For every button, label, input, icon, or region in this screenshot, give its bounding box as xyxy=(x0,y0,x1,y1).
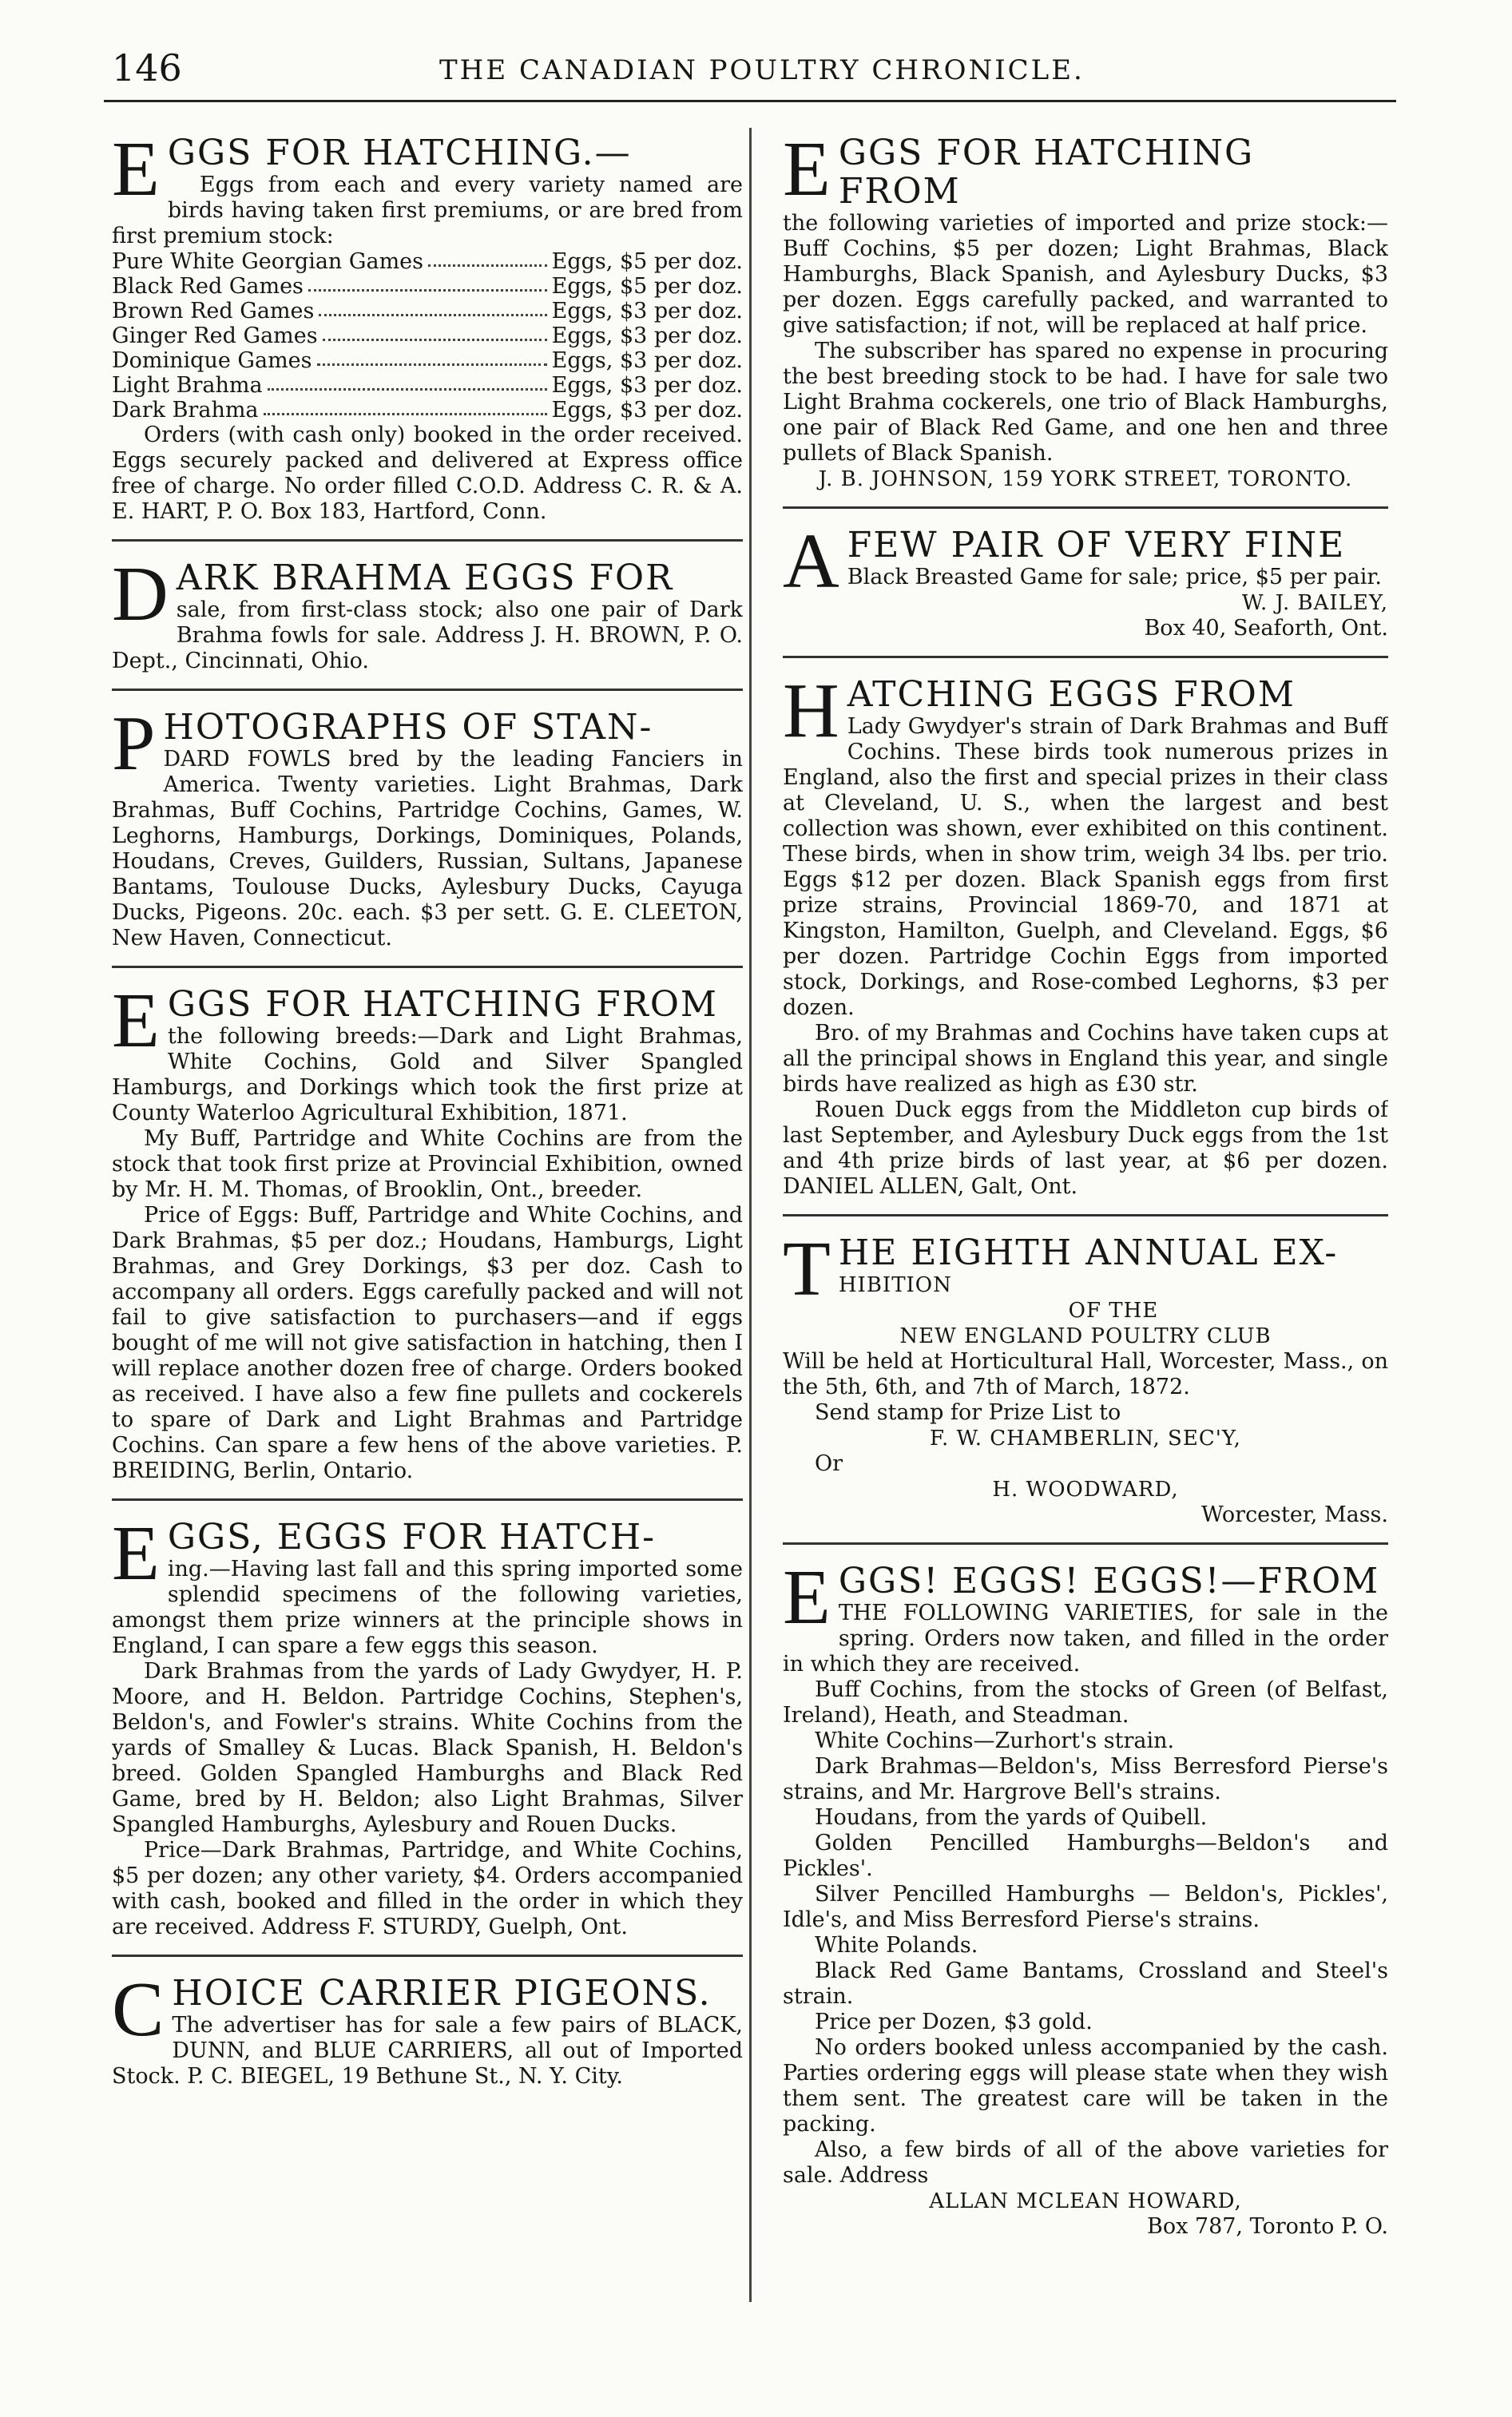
price-row: Dark Brahma Eggs, $3 per doz. xyxy=(112,398,743,423)
club-name: NEW ENGLAND POULTRY CLUB xyxy=(899,1324,1272,1348)
price-row: Brown Red Games Eggs, $3 per doz. xyxy=(112,299,743,323)
left-column xyxy=(112,134,743,2096)
variety-item: No orders booked unless accompanied by the cash. Parties ordering eggs will please state when they wish them sent. The greatest care will be taken in the packing. xyxy=(783,2035,1388,2137)
ad-paragraph: Rouen Duck eggs from the Middleton cup birds of last September, and Aylesbury Duck eggs from the 1st and 4th prize birds of last year, at $6 per dozen. DANIEL ALLEN, Galt, Ont. xyxy=(783,1097,1388,1199)
page-header xyxy=(104,46,1398,96)
ad-title: GGS, EGGS FOR HATCH- xyxy=(167,1518,656,1558)
ad-paragraph: Send stamp for Prize List to xyxy=(815,1400,1121,1425)
ad-paragraph: Will be held at Horticultural Hall, Worcester, Mass., on the 5th, 6th, and 7th of March, 1872. xyxy=(783,1349,1388,1399)
ad-body: The advertiser has for sale a few pairs of BLACK, DUNN, and BLUE CARRIERS, all out of Imported Stock. P. C. BIEGEL, 19 Bethune St., N. Y. City. xyxy=(112,2013,743,2089)
ad-signature: W. J. BAILEY, xyxy=(1241,591,1388,615)
price-row: Black Red Games Eggs, $5 per doz. xyxy=(112,274,743,299)
ad-dark-brahma-eggs xyxy=(112,559,743,674)
variety-item: White Polands. xyxy=(815,1933,978,1958)
ad-title: GGS FOR HATCHING FROM xyxy=(838,134,1255,212)
ad-title: HOICE CARRIER PIGEONS. xyxy=(172,1974,712,2014)
ad-title: HOTOGRAPHS OF STAN- xyxy=(163,708,653,748)
ad-paragraph: Bro. of my Brahmas and Cochins have taken cups at all the principal shows in England this year, and single birds have realized as high as £30 str. xyxy=(783,1021,1388,1097)
ad-signature: ALLAN MCLEAN HOWARD, xyxy=(929,2189,1242,2213)
ad-paragraph: My Buff, Partridge and White Cochins are from the stock that took first prize at Provincial Exhibition, owned by Mr. H. M. Thomas, of Brooklin, Ont., breeder. xyxy=(112,1126,743,1202)
ad-title: HE EIGHTH ANNUAL EX- xyxy=(838,1234,1339,1273)
ad-separator xyxy=(112,689,743,691)
ad-separator xyxy=(112,539,743,542)
ad-paragraph: THE FOLLOWING VARIETIES, for sale in the spring. Orders now taken, and filled in the order in which they are received. xyxy=(783,1601,1388,1677)
ad-allen-eggs xyxy=(783,676,1388,1200)
ad-separator xyxy=(112,1498,743,1501)
drop-cap: E xyxy=(112,986,160,1064)
ad-title: GGS! EGGS! EGGS!—FROM xyxy=(838,1562,1380,1601)
ad-separator xyxy=(783,656,1388,658)
drop-cap: C xyxy=(112,1974,165,2053)
variety-item: Black Red Game Bantams, Crossland and Steel's strain. xyxy=(783,1959,1388,2009)
ad-howard-eggs xyxy=(783,1562,1388,2240)
right-column xyxy=(783,134,1388,2246)
ad-sturdy-eggs xyxy=(112,1518,743,1940)
running-head: THE CANADIAN POULTRY CHRONICLE. xyxy=(439,54,1085,86)
ad-or: Or xyxy=(815,1451,843,1476)
ad-title: FEW PAIR OF VERY FINE xyxy=(847,526,1346,566)
header-rule xyxy=(104,100,1396,102)
variety-item: Houdans, from the yards of Quibell. xyxy=(815,1805,1208,1830)
drop-cap: P xyxy=(112,708,156,787)
column-rule xyxy=(749,128,752,2302)
ad-title-line2: HIBITION xyxy=(838,1273,952,1297)
variety-item: Buff Cochins, from the stocks of Green (of Belfast, Ireland), Heath, and Steadman. xyxy=(783,1677,1388,1728)
drop-cap: H xyxy=(783,676,839,754)
ad-title: ARK BRAHMA EGGS FOR xyxy=(176,559,674,598)
variety-item: Price per Dozen, $3 gold. xyxy=(815,2010,1093,2034)
drop-cap: D xyxy=(112,559,169,637)
ad-carrier-pigeons xyxy=(112,1974,743,2090)
ad-breiding-eggs xyxy=(112,986,743,1484)
ad-photographs xyxy=(112,708,743,951)
price-row: Dominique Games Eggs, $3 per doz. xyxy=(112,348,743,373)
variety-item: White Cochins—Zurhort's strain. xyxy=(815,1728,1175,1753)
ad-separator xyxy=(783,1542,1388,1545)
ad-signature: F. W. CHAMBERLIN, SEC'Y, xyxy=(930,1427,1241,1451)
ad-body: DARD FOWLS bred by the leading Fanciers in America. Twenty varieties. Light Brahmas, Dark Brahmas, Buff Cochins, Partridge Cochins, Games, W. Leghorns, Hamburgs, Dorkings, Dominiques, Polands, Houdans, Creves, Guilders, Russian, Sultans, Japanese Bantams, Toulouse Ducks, Aylesbury Ducks, Cayuga Ducks, Pigeons. 20c. each. $3 per sett. G. E. CLEETON, New Haven, Connecticut. xyxy=(112,747,743,951)
ad-johnson-eggs xyxy=(783,134,1388,492)
drop-cap: E xyxy=(112,1518,160,1597)
ad-paragraph: the following breeds:—Dark and Light Brahmas, White Cochins, Gold and Silver Spangled Hamburgs, and Dorkings which took the first prize at County Waterloo Agricultural Exhibition, 1871. xyxy=(112,1024,743,1125)
ad-hart-eggs xyxy=(112,134,743,525)
drop-cap: E xyxy=(783,134,831,212)
ad-paragraph: Lady Gwydyer's strain of Dark Brahmas and Buff Cochins. These birds took numerous prizes in England, also the first and special prizes in their class at Cleveland, U. S., when the largest and best collection was shown, ever exhibited on this continent. These birds, when in show trim, weigh 34 lbs. per trio. Eggs $12 per dozen. Black Spanish eggs from first prize strains, Provincial 1869-70, and 1871 at Kingston, Hamilton, Guelph, and Cleveland. Eggs, $6 per dozen. Partridge Cochin Eggs from imported stock, Dorkings, and Rose-combed Leghorns, $3 per dozen. xyxy=(783,714,1388,1020)
ad-title: ATCHING EGGS FROM xyxy=(847,676,1296,715)
ad-address: Worcester, Mass. xyxy=(1200,1502,1388,1527)
drop-cap: E xyxy=(783,1562,831,1641)
ad-paragraph: The subscriber has spared no expense in procuring the best breeding stock to be had. I have for sale two Light Brahma cockerels, one trio of Black Hamburghs, one pair of Black Red Game, and one hen and three pullets of Black Spanish. xyxy=(783,339,1388,466)
price-row: Light Brahma Eggs, $3 per doz. xyxy=(112,373,743,398)
ad-paragraph: Dark Brahmas from the yards of Lady Gwydyer, H. P. Moore, and H. Beldon. Partridge Cochins, Stephen's, Beldon's, and Fowler's strains. White Cochins from the yards of Smalley & Lucas. Black Spanish, H. Beldon's breed. Golden Spangled Hamburghs and Black Red Game, bred by H. Beldon; also Light Brahmas, Silver Spangled Hamburghs, Aylesbury and Rouen Ducks. xyxy=(112,1659,743,1837)
price-row: Ginger Red Games Eggs, $3 per doz. xyxy=(112,323,743,348)
ad-separator xyxy=(112,966,743,968)
ad-body: sale, from first-class stock; also one pair of Dark Brahma fowls for sale. Address J. H. BROWN, P. O. Dept., Cincinnati, Ohio. xyxy=(112,597,743,673)
ad-separator xyxy=(112,1955,743,1957)
ad-signature: J. B. JOHNSON, 159 YORK STREET, TORONTO. xyxy=(818,467,1353,491)
ad-separator xyxy=(783,1214,1388,1216)
ad-paragraph: Price—Dark Brahmas, Partridge, and White Cochins, $5 per dozen; any other variety, $4. Orders accompanied with cash, booked and filled in the order in which they are received. Address F. STURDY, Guelph, Ont. xyxy=(112,1838,743,1939)
ad-address: Box 787, Toronto P. O. xyxy=(1146,2214,1388,2239)
ad-separator xyxy=(783,506,1388,509)
variety-item: Silver Pencilled Hamburghs — Beldon's, Pickles', Idle's, and Miss Berresford Pierse's strains. xyxy=(783,1882,1388,1932)
price-row: Pure White Georgian Games Eggs, $5 per doz. xyxy=(112,249,743,274)
ad-body: Orders (with cash only) booked in the order received. Eggs securely packed and delivered at Express office free of charge. No order filled C.O.D. Address C. R. & A. E. HART, P. O. Box 183, Hartford, Conn. xyxy=(112,423,743,524)
drop-cap: A xyxy=(783,526,839,605)
page-number: 146 xyxy=(112,46,182,89)
ad-title: GGS FOR HATCHING FROM xyxy=(167,986,718,1025)
ad-bailey-game xyxy=(783,526,1388,641)
ad-address: Box 40, Seaforth, Ont. xyxy=(1144,616,1388,641)
ad-body: Black Breasted Game for sale; price, $5 per pair. xyxy=(847,565,1382,589)
ad-paragraph: the following varieties of imported and prize stock:—Buff Cochins, $5 per dozen; Light Brahmas, Black Hamburghs, Black Spanish, and Aylesbury Ducks, $3 per dozen. Eggs carefully packed, and warranted to give satisfaction; if not, will be replaced at half price. xyxy=(783,211,1388,338)
ad-title: GGS FOR HATCHING.— xyxy=(167,134,632,173)
drop-cap: T xyxy=(783,1234,831,1312)
variety-item: Golden Pencilled Hamburghs—Beldon's and Pickles'. xyxy=(783,1831,1388,1881)
variety-item: Also, a few birds of all of the above varieties for sale. Address xyxy=(783,2137,1388,2188)
variety-item: Dark Brahmas—Beldon's, Miss Berresford Pierse's strains, and Mr. Hargrove Bell's strains. xyxy=(783,1754,1388,1804)
ad-exhibition xyxy=(783,1234,1388,1528)
ad-intro: Eggs from each and every variety named are birds having taken first premiums, or are bred from first premium stock: xyxy=(112,173,743,248)
ad-paragraph: Price of Eggs: Buff, Partridge and White Cochins, and Dark Brahmas, $5 per doz.; Houdans, Hamburgs, Light Brahmas, and Grey Dorkings, $3 per doz. Cash to accompany all orders. Eggs carefully packed and will not fail to give satisfaction to purchasers—and if eggs bought of me will not give satisfaction in hatching, then I will replace another dozen free of charge. Orders booked as received. I have also a few fine pullets and cockerels to spare of Dark and Light Brahmas and Partridge Cochins. Can spare a few hens of the above varieties. P. BREIDING, Berlin, Ontario. xyxy=(112,1203,743,1483)
price-list xyxy=(112,249,743,423)
ad-signature: H. WOODWARD, xyxy=(992,1478,1179,1502)
ad-of-the: OF THE xyxy=(1068,1299,1159,1323)
drop-cap: E xyxy=(112,134,160,212)
ad-paragraph: ing.—Having last fall and this spring imported some splendid specimens of the following varieties, amongst them prize winners at the principle shows in England, I can spare a few eggs this season. xyxy=(112,1557,743,1658)
